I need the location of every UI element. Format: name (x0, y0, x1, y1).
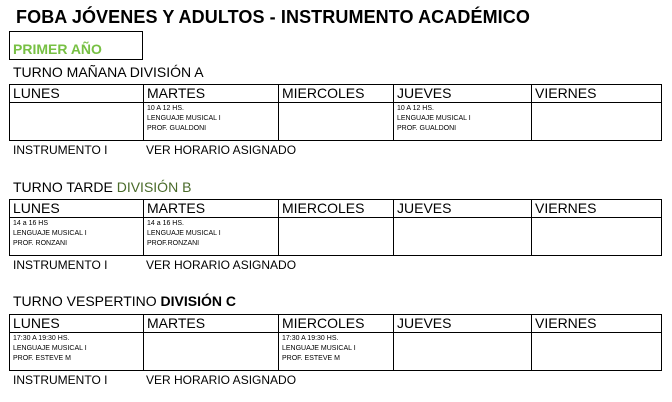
day-header-viernes: VIERNES (532, 85, 662, 103)
turno-heading-c (13, 293, 236, 309)
schedule-cell (532, 218, 662, 256)
cell-text: PROF. RONZANI (13, 240, 68, 247)
day-header-miercoles: MIERCOLES (279, 200, 394, 218)
cell-text: LENGUAJE MUSICAL I (13, 230, 87, 237)
cell-text: LENGUAJE MUSICAL I (13, 345, 87, 352)
schedule-cell (394, 218, 532, 256)
turno-name: TURNO MAÑANA (13, 64, 126, 80)
division-name: DIVISIÓN B (116, 179, 192, 195)
division-name: DIVISIÓN A (129, 64, 204, 80)
day-header-jueves: JUEVES (394, 200, 532, 218)
day-header-viernes: VIERNES (532, 315, 662, 333)
table-header-row (10, 200, 662, 218)
schedule-table-c (9, 314, 662, 371)
table-row (10, 218, 662, 256)
schedule-table-a (9, 84, 662, 141)
schedule-cell (394, 103, 532, 141)
cell-text: PROF.RONZANI (147, 240, 200, 247)
footer-instrument: INSTRUMENTO I (13, 143, 108, 157)
day-header-miercoles: MIERCOLES (279, 315, 394, 333)
table-header-row (10, 85, 662, 103)
schedule-cell (10, 218, 144, 256)
footer-instrument: INSTRUMENTO I (13, 373, 108, 387)
schedule-cell (144, 333, 279, 371)
day-header-viernes: VIERNES (532, 200, 662, 218)
cell-text: LENGUAJE MUSICAL I (282, 345, 356, 352)
schedule-cell (144, 218, 279, 256)
day-header-lunes: LUNES (10, 315, 144, 333)
cell-text: 10 A 12 HS. (397, 105, 434, 112)
day-header-martes: MARTES (144, 315, 279, 333)
year-label: PRIMER AÑO (13, 41, 102, 57)
turno-name: TURNO VESPERTINO (13, 293, 157, 309)
day-header-martes: MARTES (144, 200, 279, 218)
schedule-cell (532, 333, 662, 371)
turno-heading-b (13, 179, 191, 195)
cell-text: LENGUAJE MUSICAL I (397, 115, 471, 122)
cell-text: PROF. GUALDONI (397, 125, 457, 132)
footer-note: VER HORARIO ASIGNADO (146, 143, 297, 157)
schedule-cell (279, 218, 394, 256)
footer-note: VER HORARIO ASIGNADO (146, 373, 297, 387)
page-title: FOBA JÓVENES Y ADULTOS - INSTRUMENTO ACADÉMICO (16, 7, 530, 27)
schedule-cell (394, 333, 532, 371)
cell-text: 17:30 A 19:30 HS. (13, 335, 70, 342)
division-name: DIVISIÓN C (160, 293, 237, 309)
day-header-miercoles: MIERCOLES (279, 85, 394, 103)
cell-text: 17:30 A 19:30 HS. (282, 335, 339, 342)
cell-text: 10 A 12 HS. (147, 105, 184, 112)
day-header-lunes: LUNES (10, 85, 144, 103)
table-row (10, 103, 662, 141)
turno-name: TURNO TARDE (13, 179, 113, 195)
cell-text: 14 a 16 HS. (147, 220, 184, 227)
schedule-cell (532, 103, 662, 141)
cell-text: 14 a 16 HS (13, 220, 49, 227)
table-header-row (10, 315, 662, 333)
cell-text: PROF. ESTEVE M (13, 355, 71, 362)
schedule-cell (144, 103, 279, 141)
schedule-table-b (9, 199, 662, 256)
footer-instrument: INSTRUMENTO I (13, 258, 108, 272)
cell-text: LENGUAJE MUSICAL I (147, 230, 221, 237)
schedule-cell (279, 333, 394, 371)
day-header-martes: MARTES (144, 85, 279, 103)
cell-text: LENGUAJE MUSICAL I (147, 115, 221, 122)
day-header-jueves: JUEVES (394, 315, 532, 333)
footer-note: VER HORARIO ASIGNADO (146, 258, 297, 272)
turno-heading-a (13, 64, 204, 80)
day-header-lunes: LUNES (10, 200, 144, 218)
schedule-cell (10, 103, 144, 141)
day-header-jueves: JUEVES (394, 85, 532, 103)
schedule-cell (10, 333, 144, 371)
table-row (10, 333, 662, 371)
schedule-cell (279, 103, 394, 141)
cell-text: PROF. ESTEVE M (282, 355, 340, 362)
cell-text: PROF. GUALDONI (147, 125, 207, 132)
